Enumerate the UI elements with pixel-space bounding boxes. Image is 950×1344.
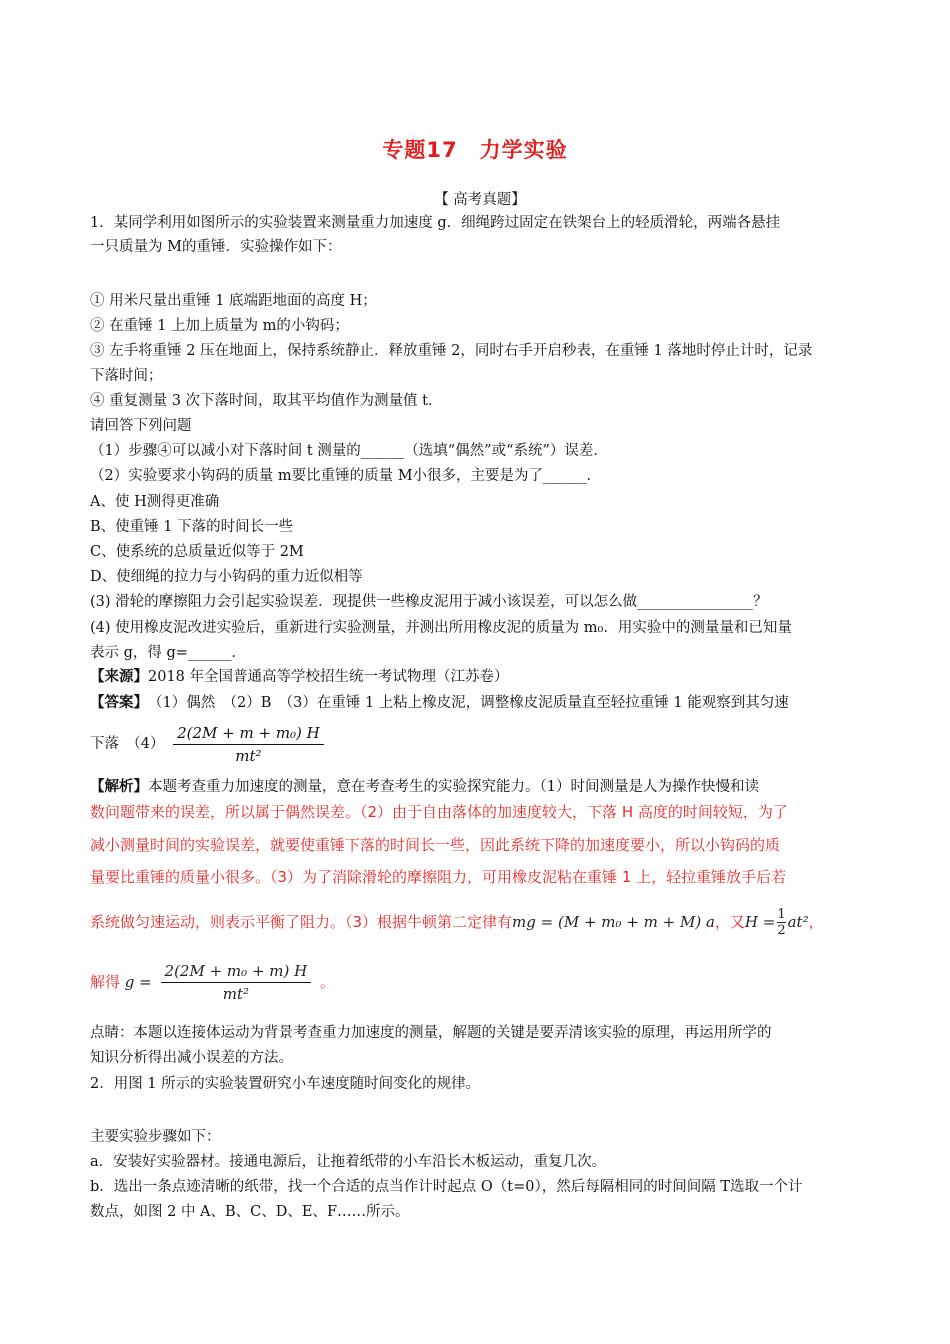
analysis-text-1: 本题考查重力加速度的测量，意在考查考生的实验探究能力。（1）时间测量是人为操作快慢和读 xyxy=(148,779,759,795)
height-equation-rhs: at² xyxy=(787,913,809,931)
g-formula-denominator: mt² xyxy=(222,985,249,1003)
q1-stem-line-2: 一只质量为 M的重锤．实验操作如下： xyxy=(90,239,342,255)
page-title: 专题17 力学实验 xyxy=(382,138,568,162)
q1-option-c: C、使系统的总质量近似等于 2M xyxy=(90,544,304,560)
answer-formula xyxy=(173,724,324,765)
half-fraction xyxy=(777,907,785,938)
q1-prompt: 请回答下列问题 xyxy=(90,418,192,434)
q1-question-1: （1）步骤④可以减小对下落时间 t 测量的______（选填“偶然”或“系统”）误差． xyxy=(90,443,608,459)
q1-question-4-line-2: 表示 g，得 g=______． xyxy=(90,645,246,661)
analysis-text-6b: 。 xyxy=(319,973,335,991)
q1-question-3: (3) 滑轮的摩擦阻力会引起实验误差．现提供一些橡皮泥用于减小该误差，可以怎么做________________？ xyxy=(90,594,768,610)
analysis-text-5a: 系统做匀速运动，则表示平衡了阻力。（3）根据牛顿第二定律有 xyxy=(90,913,513,931)
q1-note-line-1: 点睛：本题以连接体运动为背景考查重力加速度的测量，解题的关键是要弄清该实验的原理，再运用所学的 xyxy=(90,1025,772,1041)
q1-step-1: ① 用米尺量出重锤 1 底端距地面的高度 H； xyxy=(90,293,377,309)
analysis-label: 【解析】 xyxy=(90,778,148,795)
q1-analysis-line-4: 量要比重锤的质量小很多。（3）为了消除滑轮的摩擦阻力，可用橡皮泥粘在重锤 1 上，轻拉重锤放手后若 xyxy=(90,868,787,886)
answer-formula-numerator: 2(2M + m + m₀) H xyxy=(173,724,324,745)
q1-note-line-2: 知识分析得出减小误差的方法。 xyxy=(90,1050,293,1066)
answer-formula-denominator: mt² xyxy=(235,746,262,765)
q1-option-b: B、使重锤 1 下落的时间长一些 xyxy=(90,519,294,535)
half-numerator: 1 xyxy=(777,907,786,922)
q1-analysis-line-2: 数问题带来的误差，所以属于偶然误差。（2）由于自由落体的加速度较大，下落 H 高度的时间较短，为了 xyxy=(90,803,788,821)
q1-option-d: D、使细绳的拉力与小钩码的重力近似相等 xyxy=(90,569,363,585)
q2-step-a: a．安装好实验器材。接通电源后，让拖着纸带的小车沿长木板运动，重复几次。 xyxy=(90,1154,607,1170)
q1-analysis-line-6 xyxy=(90,958,870,1010)
half-denominator: 2 xyxy=(777,923,786,938)
g-equation-lhs: g = xyxy=(124,973,152,991)
q1-question-4-line-1: (4) 使用橡皮泥改进实验后，重新进行实验测量，并测出所用橡皮泥的质量为 m₀．用实验中的测量量和已知量 xyxy=(90,620,792,636)
q1-option-a: A、使 H测得更准确 xyxy=(90,494,220,510)
q1-question-2: （2）实验要求小钩码的质量 m要比重锤的质量 M小很多，主要是为了______． xyxy=(90,468,602,484)
g-formula xyxy=(161,962,312,1003)
q2-stem: 2．用图 1 所示的实验装置研究小车速度随时间变化的规律。 xyxy=(90,1076,481,1092)
answer-text: （1）偶然 （2）B （3）在重锤 1 上粘上橡皮泥，调整橡皮泥质量直至轻拉重锤 1 能观察到其匀速 xyxy=(140,695,789,711)
q1-step-3-line-1: ③ 左手将重锤 2 压在地面上，保持系统静止．释放重锤 2，同时右手开启秒表，在重锤 1 落地时停止计时，记录 xyxy=(90,343,813,359)
q1-analysis-line-1 xyxy=(90,777,870,797)
answer-text-2: 下落 （4） xyxy=(90,736,165,752)
q1-stem-line-1: 1．某同学利用如图所示的实验装置来测量重力加速度 g．细绳跨过固定在铁架台上的轻质滑轮，两端各悬挂 xyxy=(90,215,781,231)
q1-answer xyxy=(90,693,870,713)
q1-step-2: ② 在重锤 1 上加上质量为 m的小钩码； xyxy=(90,318,349,334)
q2-step-b-line-1: b．选出一条点迹清晰的纸带，找一个合适的点当作计时起点 O（t=0），然后每隔相同的时间间隔 T选取一个计 xyxy=(90,1179,803,1195)
q1-answer-line-2 xyxy=(90,722,870,768)
q1-source xyxy=(90,667,870,687)
q1-step-4: ④ 重复测量 3 次下落时间，取其平均值作为测量值 t． xyxy=(90,393,443,409)
g-formula-numerator: 2(2M + m₀ + m) H xyxy=(161,962,312,983)
q2-step-b-line-2: 数点，如图 2 中 A、B、C、D、E、F……所示。 xyxy=(90,1204,410,1220)
section-heading: 【 高考真题】 xyxy=(434,192,526,208)
source-text: 2018 年全国普通高等学校招生统一考试物理（江苏卷） xyxy=(148,669,509,685)
source-label: 【来源】 xyxy=(90,668,148,685)
newton-equation: mg = (M + m₀ + m + M) a xyxy=(512,913,715,931)
q2-steps-title: 主要实验步骤如下： xyxy=(90,1129,221,1145)
answer-label: 【答案】 xyxy=(90,694,141,711)
analysis-text-5c: ， xyxy=(808,913,824,931)
analysis-text-5b: ，又 xyxy=(714,913,745,931)
q1-analysis-line-3: 减小测量时间的实验误差，就要使重锤下落的时间长一些，因此系统下降的加速度要小，所以小钩码的质 xyxy=(90,836,781,854)
analysis-text-6a: 解得 xyxy=(90,973,121,991)
height-equation-lhs: H = xyxy=(744,913,776,931)
q1-step-3-line-2: 下落时间； xyxy=(90,368,163,384)
q1-analysis-line-5 xyxy=(90,902,870,946)
